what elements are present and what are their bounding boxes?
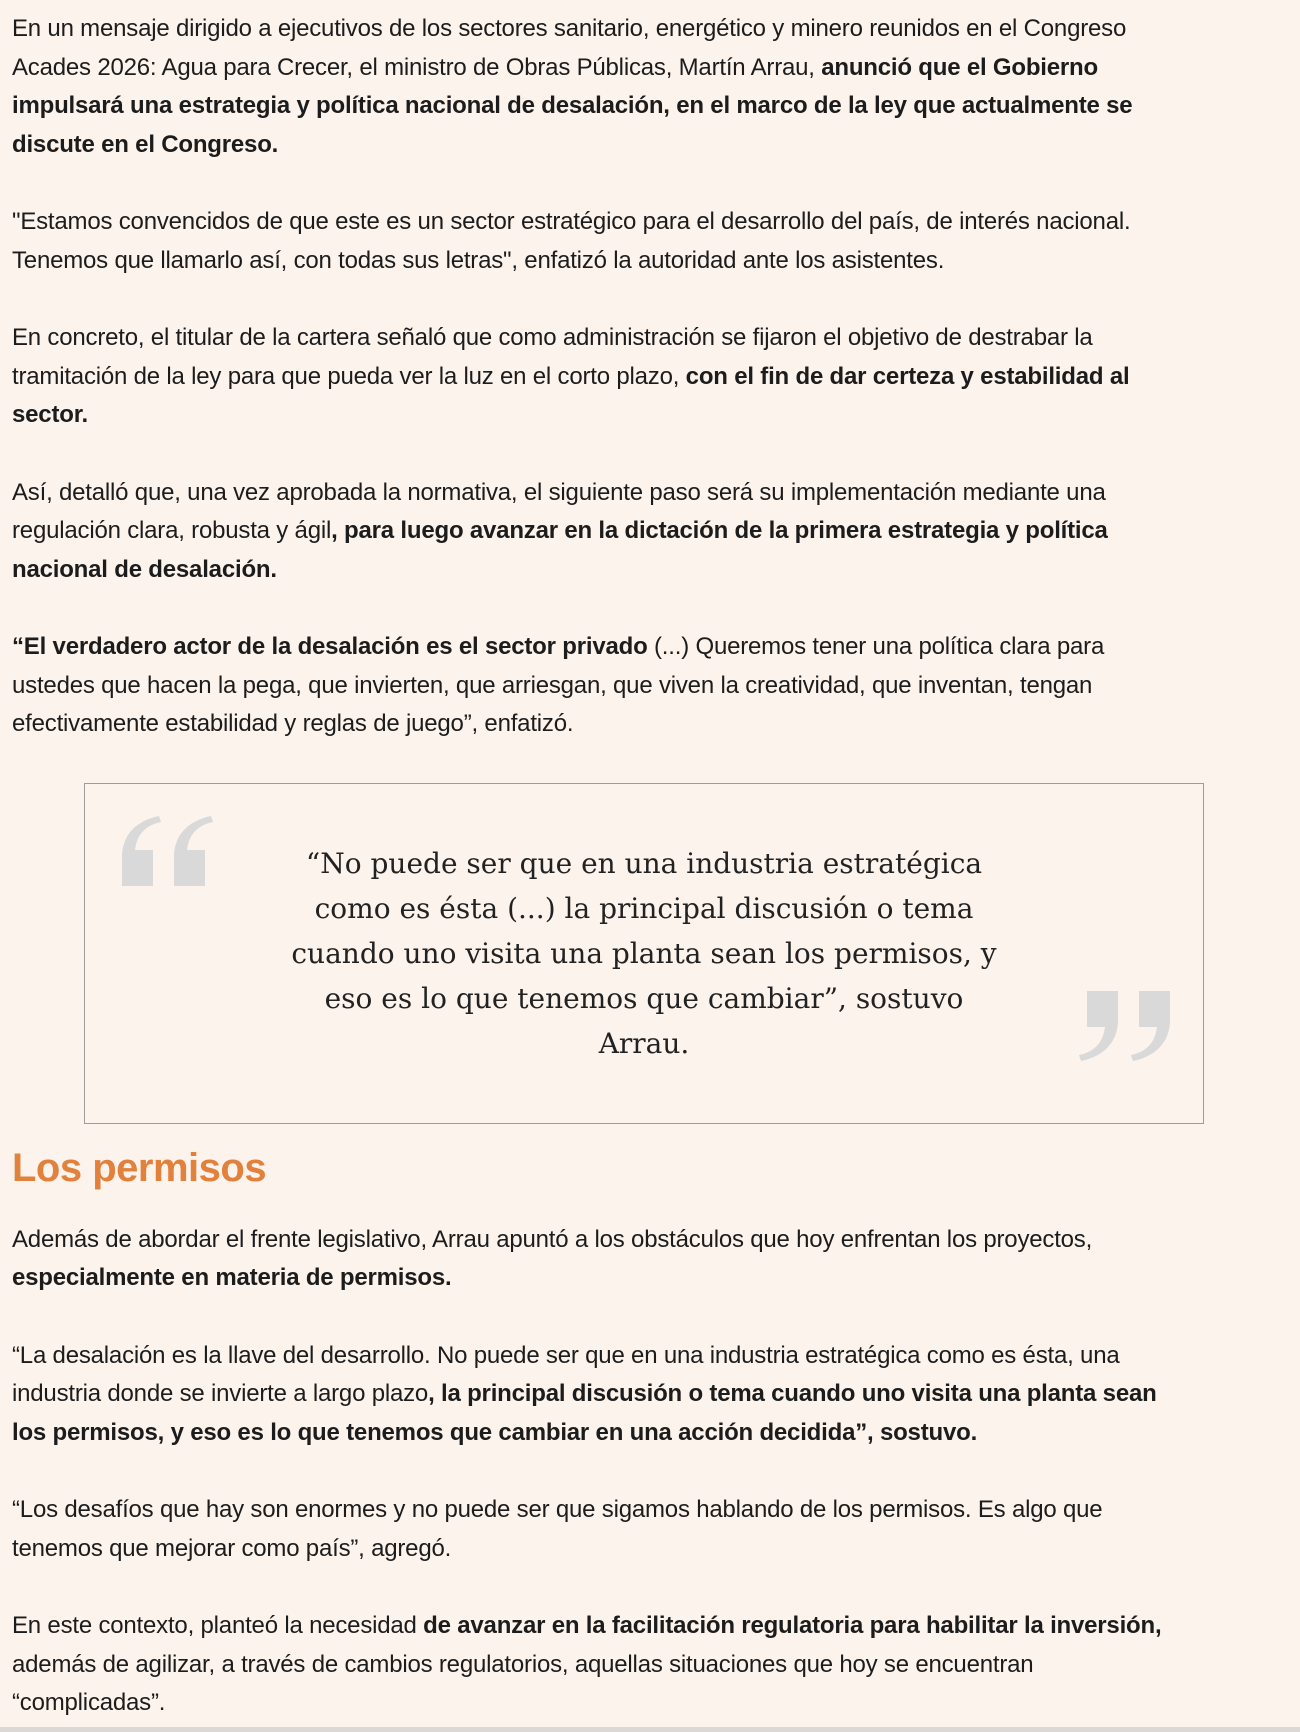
article-body-bottom: [12, 1221, 1290, 1723]
close-quote-icon: [1079, 989, 1179, 1063]
pull-quote-text: “No puede ser que en una industria estratégica como es ésta (...) la principal discusión o tema cuando uno visita una planta sean los permisos, y eso es lo que tenemos que cambiar”, sostuvo Arrau.: [291, 846, 997, 1060]
section-heading: Los permisos: [12, 1145, 267, 1190]
article-body-top: [12, 10, 1290, 744]
bottom-divider: [0, 1727, 1300, 1732]
paragraph: En un mensaje dirigido a ejecutivos de los sectores sanitario, energético y minero reunidos en el Congreso Acades 2026: Agua para Crecer, el ministro de Obras Públicas, Martín Arrau, anunció que el Gobierno impulsará una estrategia y política nacional de desalación, en el marco de la ley que actualmente se discute en el Congreso.: [12, 15, 1133, 158]
paragraph: En concreto, el titular de la cartera señaló que como administración se fijaron el objetivo de destrabar la tramitación de la ley para que pueda ver la luz en el corto plazo, con el fin de dar certeza y estabilidad al sector.: [12, 324, 1130, 428]
paragraph: “La desalación es la llave del desarrollo. No puede ser que en una industria estratégica como es ésta, una industria donde se invierte a largo plazo, la principal discusión o tema cuando uno visita una planta sean los permisos, y eso es lo que tenemos que cambiar en una acción decidida”, sostuvo.: [12, 1341, 1157, 1446]
paragraph: Así, detalló que, una vez aprobada la normativa, el siguiente paso será su implementación mediante una regulación clara, robusta y ágil, para luego avanzar en la dictación de la primera estrategia y política nacional de desalación.: [12, 478, 1108, 583]
paragraph: Además de abordar el frente legislativo, Arrau apuntó a los obstáculos que hoy enfrentan los proyectos, especialmente en materia de permisos.: [12, 1225, 1093, 1291]
pull-quote-box: [84, 783, 1204, 1124]
paragraph: “El verdadero actor de la desalación es el sector privado (...) Queremos tener una política clara para ustedes que hacen la pega, que invierten, que arriesgan, que viven la creatividad, que inventan, tengan efectivamente estabilidad y reglas de juego”, enfatizó.: [12, 633, 1105, 737]
paragraph: “Los desafíos que hay son enormes y no puede ser que sigamos hablando de los permisos. Es algo que tenemos que mejorar como país”, agregó.: [12, 1496, 1103, 1562]
paragraph: En este contexto, planteó la necesidad de avanzar en la facilitación regulatoria para habilitar la inversión, además de agilizar, a través de cambios regulatorios, aquellas situaciones que hoy se encuentran “complicadas”.: [12, 1612, 1162, 1716]
open-quote-icon: [113, 814, 213, 888]
paragraph: "Estamos convencidos de que este es un sector estratégico para el desarrollo del país, de interés nacional. Tenemos que llamarlo así, con todas sus letras", enfatizó la autoridad ante los asistentes.: [12, 208, 1131, 274]
